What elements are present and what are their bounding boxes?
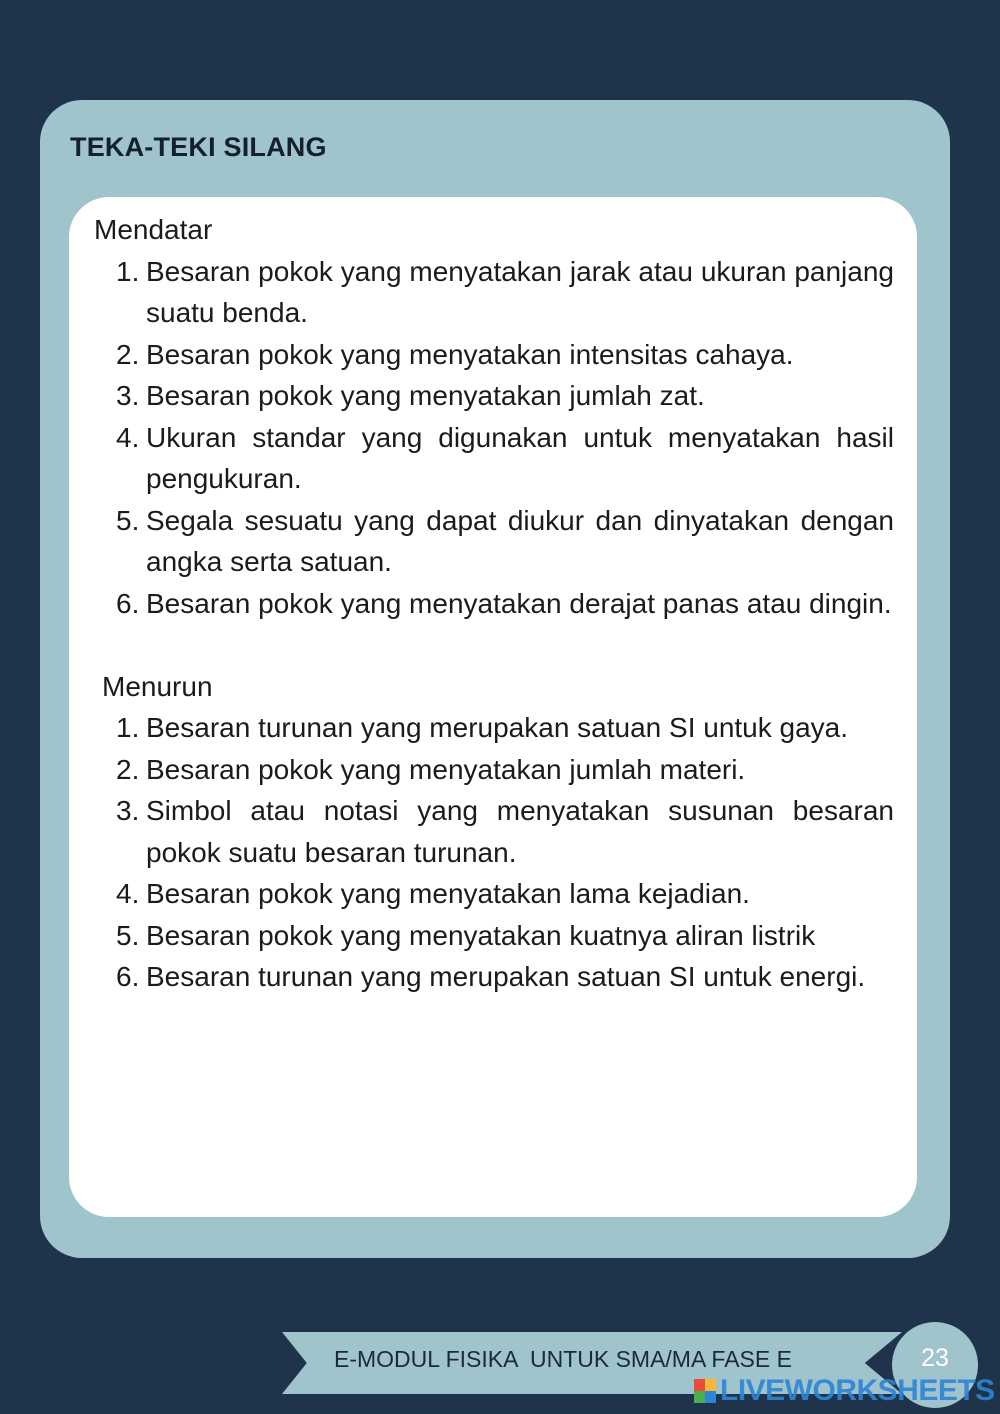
logo-square [705,1379,716,1391]
clue-text: Besaran pokok yang menyatakan derajat panas atau dingin. [146,587,892,619]
clue-text: Besaran pokok yang menyatakan kuatnya aliran listrik [146,919,816,951]
clue-text: Besaran pokok yang menyatakan intensitas cahaya. [146,338,794,370]
logo-square [694,1391,705,1403]
menurun-list [94,707,894,998]
clue-text: Ukuran standar yang digunakan untuk menyatakan hasil pengukuran. [146,421,894,494]
watermark-text: LIVEWORKSHEETS [720,1374,995,1407]
mendatar-clue-3 [116,375,894,417]
menurun-clue-3 [116,790,894,873]
clue-text: Besaran pokok yang menyatakan lama kejadian. [146,878,750,909]
clue-number: 1. [116,255,140,287]
menurun-clue-5 [116,915,894,957]
clue-text: Simbol atau notasi yang menyatakan susunan besaran pokok suatu besaran turunan. [146,795,894,868]
menurun-heading: Menurun [102,670,213,702]
menurun-clue-1 [116,707,894,749]
module-label: E-MODUL FISIKA UNTUK SMA/MA FASE E [334,1346,792,1372]
clue-text: Besaran pokok yang menyatakan jarak atau ukuran panjang suatu benda. [146,255,894,328]
liveworksheets-watermark [694,1376,995,1406]
clue-text: Segala sesuatu yang dapat diukur dan dinyatakan dengan angka serta satuan. [146,504,894,577]
clue-number: 5. [116,919,140,951]
clue-number: 2. [116,753,140,785]
clue-number: 6. [116,961,140,992]
clue-number: 5. [116,504,140,536]
menurun-clue-6 [116,956,894,998]
clue-text: Besaran turunan yang merupakan satuan SI untuk energi. [146,961,866,992]
liveworksheets-logo-icon [694,1379,716,1403]
mendatar-clue-5 [116,500,894,583]
crossword-clue-card [40,100,950,1258]
mendatar-clue-4 [116,417,894,500]
menurun-clue-4 [116,873,894,915]
clue-text: Besaran turunan yang merupakan satuan SI untuk gaya. [146,712,849,743]
mendatar-clue-2 [116,334,894,376]
clue-text: Besaran pokok yang menyatakan jumlah zat. [146,380,705,411]
card-title: TEKA-TEKI SILANG [70,132,327,162]
clue-number: 6. [116,587,140,619]
clues-panel [69,197,917,1217]
mendatar-list [94,251,894,625]
mendatar-clue-1 [116,251,894,334]
mendatar-clue-6 [116,583,894,625]
menurun-clue-2 [116,749,894,791]
clue-number: 1. [116,712,140,743]
logo-square [705,1391,716,1403]
clue-number: 3. [116,795,140,826]
clue-number: 2. [116,338,140,370]
clue-text: Besaran pokok yang menyatakan jumlah materi. [146,753,746,785]
clues-content [94,209,894,998]
mendatar-heading: Mendatar [94,214,213,245]
page-number: 23 [921,1344,949,1372]
clue-number: 3. [116,380,140,411]
clue-number: 4. [116,421,140,453]
clue-number: 4. [116,878,140,909]
logo-square [694,1379,705,1391]
